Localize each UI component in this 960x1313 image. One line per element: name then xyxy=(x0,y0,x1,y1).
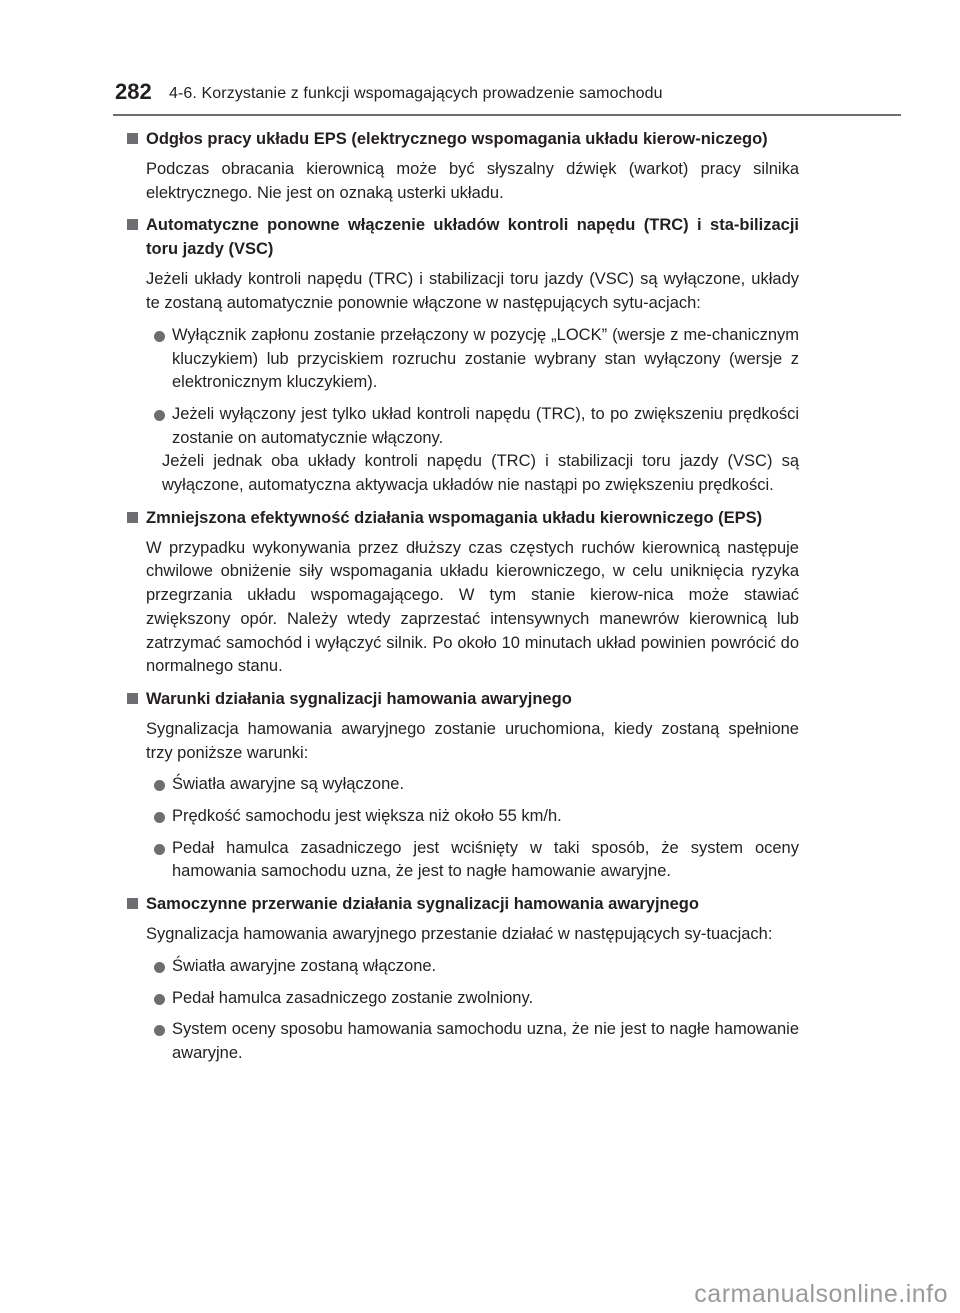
running-title: 4-6. Korzystanie z funkcji wspomagających prowadzenie samochodu xyxy=(169,85,663,102)
list-item xyxy=(127,1018,799,1065)
section-emergency-brake-signal-cancel xyxy=(127,892,799,1066)
list-item xyxy=(127,837,799,884)
section-paragraph: Sygnalizacja hamowania awaryjnego zostanie uruchomiona, kiedy zostaną spełnione trzy poniższe warunki: xyxy=(146,719,799,762)
section-paragraph: Podczas obracania kierownicą może być słyszalny dźwięk (warkot) pracy silnika elektrycznego. Nie jest on oznaką usterki układu. xyxy=(146,160,799,202)
round-bullet-icon xyxy=(154,962,165,973)
round-bullet-icon xyxy=(154,410,165,421)
section-heading: Odgłos pracy układu EPS (elektrycznego wspomagania układu kierow-niczego) xyxy=(146,130,768,148)
square-bullet-icon xyxy=(127,219,138,230)
round-bullet-icon xyxy=(154,994,165,1005)
list-item-text: Jeżeli wyłączony jest tylko układ kontroli napędu (TRC), to po zwiększeniu prędkości zostanie on automatycznie włączony. xyxy=(172,404,799,447)
section-emergency-brake-signal-conditions xyxy=(127,687,799,884)
section-heading: Warunki działania sygnalizacji hamowania awaryjnego xyxy=(146,689,572,708)
square-bullet-icon xyxy=(127,898,138,909)
square-bullet-icon xyxy=(127,133,138,144)
page-content xyxy=(127,127,799,1074)
list-item xyxy=(127,773,799,797)
round-bullet-icon xyxy=(154,331,165,342)
list-item-text: Światła awaryjne zostaną włączone. xyxy=(172,956,437,975)
list-item xyxy=(127,987,799,1011)
section-paragraph: Sygnalizacja hamowania awaryjnego przestanie działać w następujących sy-tuacjach: xyxy=(146,925,773,944)
section-trc-vsc-reactivation xyxy=(127,213,799,497)
square-bullet-icon xyxy=(127,512,138,523)
list-item xyxy=(127,805,799,829)
section-heading-row xyxy=(127,127,799,151)
section-heading: Samoczynne przerwanie działania sygnalizacji hamowania awaryjnego xyxy=(146,895,699,914)
list-item-text: Pedał hamulca zasadniczego jest wciśnięty w taki sposób, że system oceny hamowania samochodu uzna, że jest to nagłe hamowanie awaryjne. xyxy=(172,838,799,881)
page-number: 282 xyxy=(115,79,152,104)
section-heading-row xyxy=(127,506,799,530)
section-paragraph: Jeżeli układy kontroli napędu (TRC) i stabilizacji toru jazdy (VSC) są wyłączone, układy te zostaną automatycznie ponownie włączone w następujących sytu-acjach: xyxy=(146,270,799,313)
header-divider xyxy=(113,114,901,116)
list-item-text: Pedał hamulca zasadniczego zostanie zwolniony. xyxy=(172,988,534,1007)
round-bullet-icon xyxy=(154,1025,165,1036)
page-header xyxy=(0,0,960,120)
square-bullet-icon xyxy=(127,693,138,704)
list-item-continuation: Jeżeli jednak oba układy kontroli napędu (TRC) i stabilizacji toru jazdy (VSC) są wyłączone, automatyczna aktywacja układów nie nastąpi po zwiększeniu prędkości. xyxy=(162,452,799,495)
list-item-text: Prędkość samochodu jest większa niż około 55 km/h. xyxy=(172,807,562,826)
list-item xyxy=(127,403,799,450)
list-item-text: Wyłącznik zapłonu zostanie przełączony w pozycję „LOCK” (wersje z me-chanicznym kluczykiem) lub przyciskiem rozruchu zostanie wybrany stan wyłączony (wersje z elektronicznym kluczykiem). xyxy=(172,325,799,392)
section-eps-reduced-efficiency xyxy=(127,506,799,679)
section-heading-row xyxy=(127,892,799,916)
section-heading-row xyxy=(127,687,799,711)
section-eps-noise xyxy=(127,127,799,205)
list-item-text: System oceny sposobu hamowania samochodu uzna, że nie jest to nagłe hamowanie awaryjne. xyxy=(172,1020,799,1062)
section-paragraph: W przypadku wykonywania przez dłuższy czas częstych ruchów kierownicą następuje chwilowe obniżenie siły wspomagania układu kierowniczego, w celu uniknięcia ryzyka przegrzania układu wspomagającego. W tym stanie kierow-nica może stawiać zwiększony opór. Należy wtedy zaprzestać intensywnych manewrów kierownicą lub zatrzymać samochód i wyłączyć silnik. Po około 10 minutach układ powinien powrócić do normalnego stanu. xyxy=(146,538,799,676)
list-item-text: Światła awaryjne są wyłączone. xyxy=(172,775,405,794)
section-heading: Zmniejszona efektywność działania wspomagania układu kierowniczego (EPS) xyxy=(146,508,763,527)
list-item xyxy=(127,324,799,395)
section-heading: Automatyczne ponowne włączenie układów kontroli napędu (TRC) i sta-bilizacji toru jazdy (VSC) xyxy=(146,216,799,259)
section-heading-row xyxy=(127,213,799,261)
round-bullet-icon xyxy=(154,780,165,791)
list-item xyxy=(127,955,799,979)
watermark: carmanualsonline.info xyxy=(694,1280,948,1308)
round-bullet-icon xyxy=(154,812,165,823)
round-bullet-icon xyxy=(154,844,165,855)
